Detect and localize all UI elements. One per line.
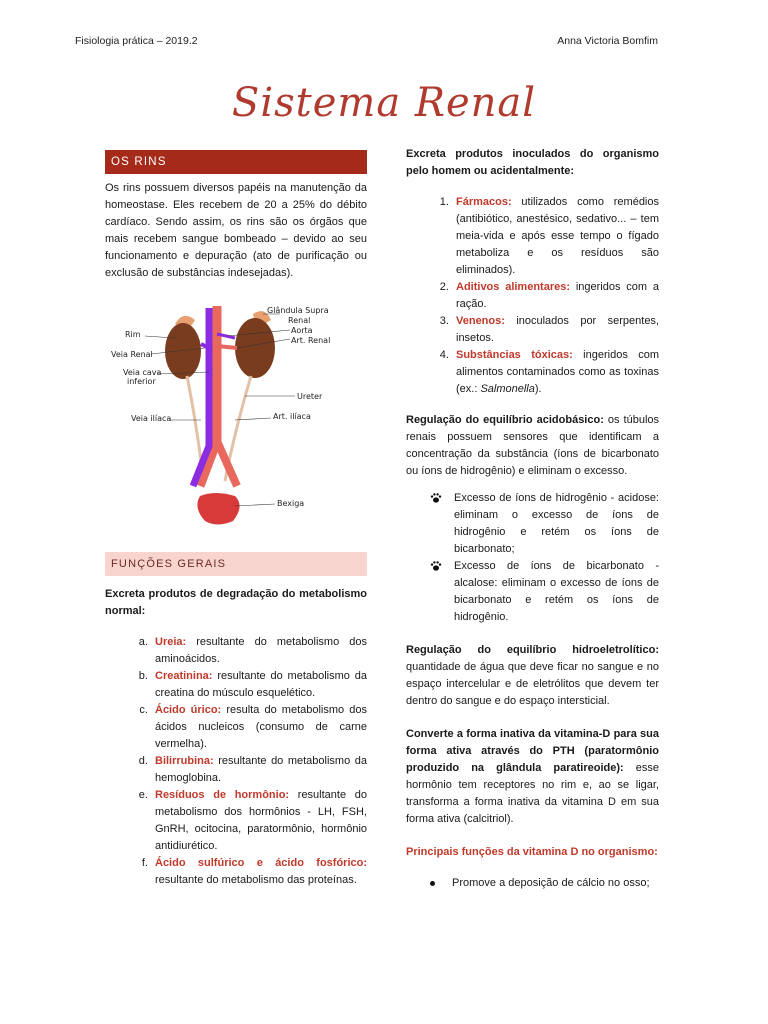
list-item: e. Resíduos de hormônio: resultante do metabolismo dos hormônios - LH, FSH, GnRH, ocitocina, paratormônio, hormônio antidiurético. — [151, 787, 367, 855]
list-item: Excesso de íons de bicarbonato - alcalose: eliminam o excesso de íons de bicarbonato e retém os íons de hidrogênio. — [454, 558, 659, 626]
rins-paragraph: Os rins possuem diversos papéis na manutenção da homeostase. Eles recebem de 20 a 25% do débito cardíaco. Sendo assim, os rins são os órgãos que mais recebem sangue bombeado – devido ao seu funcionamento e depuração (ato de purificação ou exclusão de substâncias indesejadas). — [105, 182, 367, 279]
renal-system-diagram — [105, 296, 367, 536]
list-item: Excesso de íons de hidrogênio - acidose: eliminam o excesso de íons de hidrogênio e retém os íons de bicarbonato; — [454, 490, 659, 558]
right-column — [406, 146, 659, 892]
paw-icon — [430, 560, 442, 572]
list-item: d. Bilirrubina: resultante do metabolismo da hemoglobina. — [151, 753, 367, 787]
list-item: c. Ácido úrico: resulta do metabolismo dos ácidos nucleicos (consumo de carne vermelha). — [151, 702, 367, 753]
section-heading-rins: OS RINS — [105, 150, 367, 174]
list-item: a. Ureia: resultante do metabolismo dos aminoácidos. — [151, 634, 367, 668]
list-item: 3. Venenos: inoculados por serpentes, insetos. — [452, 313, 659, 347]
vitamina-d-funcoes-title: Principais funções da vitamina D no organismo: — [406, 846, 658, 858]
label-art-renal: Art. Renal — [291, 336, 331, 345]
left-column — [105, 150, 367, 889]
label-veia-renal: Veia Renal — [111, 350, 153, 359]
vitamina-d-list — [406, 875, 659, 892]
acidobasico-paragraph: Regulação do equilíbrio acidobásico: os túbulos renais possuem sensores que identificam a concentração da substância (íons de bicarbonato ou íons de hidrogênio) e eliminam o excesso. — [406, 414, 660, 477]
excreta-title: Excreta produtos de degradação do metabolismo normal: — [105, 588, 367, 617]
label-ureter: Ureter — [297, 392, 323, 401]
list-item: b. Creatinina: resultante do metabolismo da creatina do músculo esquelético. — [151, 668, 367, 702]
list-item: 1. Fármacos: utilizados como remédios (antibiótico, anestésico, sedativo... – tem meia-vida e após esse tempo o fígado metaboliza e os resíduos são eliminados). — [452, 194, 659, 279]
vitamina-d-paragraph: Converte a forma inativa da vitamina-D para sua forma ativa através do PTH (paratormônio produzido na glândula paratireoide): esse hormônio tem receptores no rim e, ao se ligar, transforma a forma inativa da vitamina D em sua forma ativa (calcitriol). — [406, 728, 659, 825]
label-bexiga: Bexiga — [277, 499, 305, 508]
label-renal: Renal — [288, 316, 311, 325]
label-veia-cava-1: Veia cava — [123, 368, 162, 377]
degradacao-list — [105, 634, 367, 889]
section-heading-funcoes: FUNÇÕES GERAIS — [105, 552, 367, 576]
acidobasico-list — [406, 490, 659, 626]
list-item: Promove a deposição de cálcio no osso; — [452, 875, 659, 892]
list-item: 2. Aditivos alimentares: ingeridos com a ração. — [452, 279, 659, 313]
label-aorta: Aorta — [291, 326, 313, 335]
bullet-icon — [430, 881, 435, 886]
hidroeletrolitico-paragraph: Regulação do equilíbrio hidroeletrolítico: quantidade de água que deve ficar no sangue e no espaço intercelular e de eletrólitos que devem ter dentro do sangue e do espaço intersticial. — [406, 644, 659, 707]
label-glandula: Glândula Supra — [267, 306, 329, 315]
label-veia-cava-2: inferior — [127, 377, 156, 386]
label-rim: Rim — [125, 330, 141, 339]
inoculados-title: Excreta produtos inoculados do organismo pelo homem ou acidentalmente: — [406, 148, 659, 177]
list-item: 4. Substâncias tóxicas: ingeridos com alimentos contaminados como as toxinas (ex.: Salmonella). — [452, 347, 659, 398]
label-art-iliaca: Art. ilíaca — [273, 412, 311, 421]
header-right: Anna Victoria Bomfim — [557, 35, 658, 47]
header-left: Fisiologia prática – 2019.2 — [75, 35, 198, 47]
paw-icon — [430, 492, 442, 504]
label-veia-iliaca: Veia ilíaca — [131, 414, 172, 423]
list-item: f. Ácido sulfúrico e ácido fosfórico: resultante do metabolismo das proteínas. — [151, 855, 367, 889]
page-title: Sistema Renal — [231, 80, 537, 126]
inoculados-list — [406, 194, 659, 398]
